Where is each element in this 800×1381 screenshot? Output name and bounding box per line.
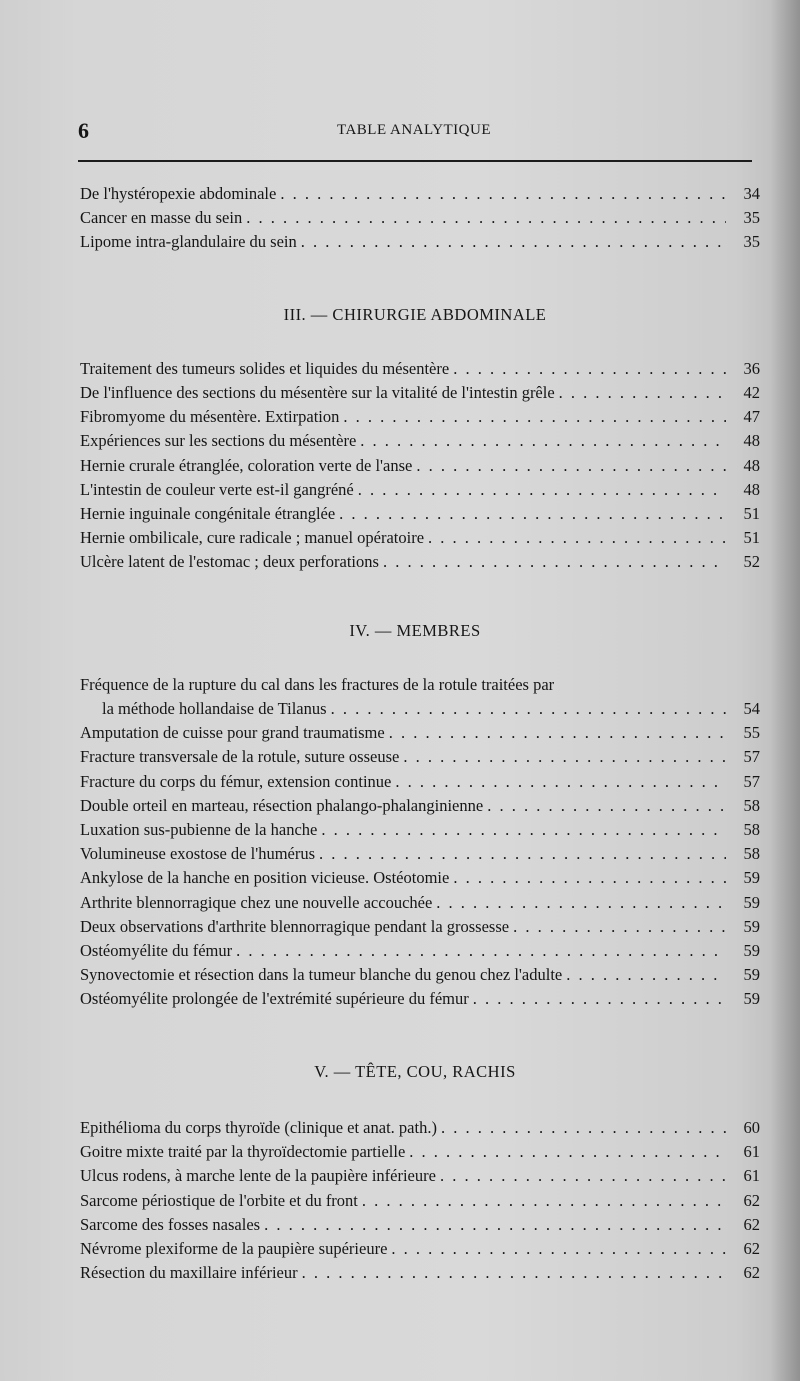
toc-entry xyxy=(80,230,760,254)
toc-entry-page: 48 xyxy=(743,455,760,475)
toc-entry xyxy=(80,939,760,963)
header-rule xyxy=(78,160,752,162)
running-title: TABLE ANALYTIQUE xyxy=(336,122,492,138)
dot-leader xyxy=(453,357,726,381)
toc-entry xyxy=(80,1213,760,1237)
toc-entry-title: Ankylose de la hanche en position vicieuse. Ostéotomie xyxy=(80,868,450,888)
toc-entry-title: Deux observations d'arthrite blennorragique pendant la grossesse xyxy=(80,916,510,936)
toc-entry-page: 55 xyxy=(743,723,760,743)
toc-entry xyxy=(80,987,760,1011)
section-heading-tete-cou-rachis: V. — TÊTE, COU, RACHIS xyxy=(314,1061,516,1081)
dot-leader xyxy=(441,1116,726,1140)
toc-entry xyxy=(80,891,760,915)
dot-leader xyxy=(566,963,726,987)
toc-entry-title: Fibromyome du mésentère. Extirpation xyxy=(80,407,340,427)
toc-entry xyxy=(80,1189,760,1213)
toc-entry-page: 42 xyxy=(743,383,760,403)
toc-entry-page: 58 xyxy=(743,795,760,815)
toc-entry-page: 61 xyxy=(743,1142,760,1162)
toc-entry xyxy=(80,866,760,890)
toc-entry xyxy=(80,794,760,818)
toc-entry xyxy=(80,1140,760,1164)
toc-entry-title: Volumineuse exostose de l'humérus xyxy=(80,844,316,864)
dot-leader xyxy=(559,381,726,405)
toc-entry-title: Hernie inguinale congénitale étranglée xyxy=(80,504,336,524)
toc-entry-title: Ostéomyélite prolongée de l'extrémité supérieure du fémur xyxy=(80,989,469,1009)
dot-leader xyxy=(280,182,726,206)
dot-leader xyxy=(331,697,726,721)
dot-leader xyxy=(360,429,726,453)
toc-entry-continuation: la méthode hollandaise de Tilanus xyxy=(102,699,327,719)
toc-entry xyxy=(80,381,760,405)
toc-entry-page: 57 xyxy=(743,771,760,791)
toc-entry-page: 59 xyxy=(743,892,760,912)
toc-entry-title: Synovectomie et résection dans la tumeur blanche du genou chez l'adulte xyxy=(80,965,563,985)
dot-leader xyxy=(473,987,726,1011)
toc-entry-title: Fracture transversale de la rotule, suture osseuse xyxy=(80,747,400,767)
dot-leader xyxy=(246,206,726,230)
toc-entry-page: 54 xyxy=(743,699,760,719)
toc-entry-title: Goitre mixte traité par la thyroïdectomie partielle xyxy=(80,1142,406,1162)
dot-leader xyxy=(428,526,726,550)
dot-leader xyxy=(409,1140,726,1164)
toc-entry xyxy=(80,550,760,574)
toc-entry-page: 48 xyxy=(743,431,760,451)
toc-entry-page: 47 xyxy=(743,407,760,427)
toc-entry-title: Résection du maxillaire inférieur xyxy=(80,1263,298,1283)
dot-leader xyxy=(236,939,726,963)
toc-entry xyxy=(80,182,760,206)
dot-leader xyxy=(440,1164,726,1188)
toc-entry-title: Traitement des tumeurs solides et liquides du mésentère xyxy=(80,358,450,378)
toc-entry xyxy=(80,1237,760,1261)
toc-entry-page: 62 xyxy=(743,1190,760,1210)
toc-entry-page: 62 xyxy=(743,1263,760,1283)
dot-leader xyxy=(339,502,726,526)
toc-entry xyxy=(80,842,760,866)
toc-entry-page: 58 xyxy=(743,820,760,840)
table-of-contents xyxy=(80,182,760,1285)
toc-section-tete-cou-rachis xyxy=(80,1116,760,1285)
toc-entry-page: 59 xyxy=(743,965,760,985)
section-heading-abdominale: III. — CHIRURGIE ABDOMINALE xyxy=(283,304,547,324)
toc-entry xyxy=(80,478,760,502)
toc-entry xyxy=(80,721,760,745)
toc-entry xyxy=(80,429,760,453)
toc-entry-title: Cancer en masse du sein xyxy=(80,208,243,228)
dot-leader xyxy=(403,745,726,769)
toc-entry-title: L'intestin de couleur verte est-il gangréné xyxy=(80,479,354,499)
toc-entry-page: 59 xyxy=(743,868,760,888)
toc-entry xyxy=(80,697,760,721)
toc-section-abdominale xyxy=(80,357,760,575)
page-number: 6 xyxy=(78,118,89,143)
toc-entry xyxy=(80,454,760,478)
toc-entry-page: 52 xyxy=(743,552,760,572)
book-spine-shadow xyxy=(770,0,800,1381)
toc-entry-page: 62 xyxy=(743,1214,760,1234)
toc-entry xyxy=(80,1164,760,1188)
dot-leader xyxy=(319,842,726,866)
toc-entry xyxy=(80,1116,760,1140)
toc-entry xyxy=(80,770,760,794)
toc-entry-title: De l'influence des sections du mésentère sur la vitalité de l'intestin grêle xyxy=(80,383,555,403)
toc-entry-title: Ulcère latent de l'estomac ; deux perforations xyxy=(80,552,379,572)
toc-section-continued xyxy=(80,182,760,255)
toc-entry xyxy=(80,357,760,381)
dot-leader xyxy=(513,915,726,939)
toc-entry-page: 48 xyxy=(743,479,760,499)
toc-entry xyxy=(80,1261,760,1285)
toc-entry-page: 57 xyxy=(743,747,760,767)
toc-entry-page: 36 xyxy=(743,358,760,378)
toc-entry-page: 62 xyxy=(743,1238,760,1258)
dot-leader xyxy=(416,454,726,478)
toc-entry-title: Epithélioma du corps thyroïde (clinique et anat. path.) xyxy=(80,1117,437,1137)
toc-entry-title: Luxation sus-pubienne de la hanche xyxy=(80,820,318,840)
dot-leader xyxy=(321,818,726,842)
toc-entry-title: Ulcus rodens, à marche lente de la paupière inférieure xyxy=(80,1166,436,1186)
dot-leader xyxy=(302,1261,726,1285)
toc-entry xyxy=(80,745,760,769)
toc-entry-page: 51 xyxy=(743,504,760,524)
toc-entry-page: 35 xyxy=(743,208,760,228)
dot-leader xyxy=(301,230,726,254)
dot-leader xyxy=(487,794,726,818)
page-header xyxy=(78,118,750,148)
toc-entry-page: 35 xyxy=(743,232,760,252)
toc-entry-page: 51 xyxy=(743,528,760,548)
toc-entry xyxy=(80,206,760,230)
toc-entry-title: Ostéomyélite du fémur xyxy=(80,941,233,961)
toc-entry-title: Hernie ombilicale, cure radicale ; manuel opératoire xyxy=(80,528,425,548)
dot-leader xyxy=(391,1237,726,1261)
dot-leader xyxy=(395,770,726,794)
toc-entry xyxy=(80,405,760,429)
dot-leader xyxy=(264,1213,726,1237)
dot-leader xyxy=(389,721,726,745)
dot-leader xyxy=(383,550,726,574)
toc-entry-title: Névrome plexiforme de la paupière supérieure xyxy=(80,1238,388,1258)
toc-entry xyxy=(80,963,760,987)
toc-entry-page: 58 xyxy=(743,844,760,864)
toc-entry xyxy=(80,526,760,550)
dot-leader xyxy=(343,405,726,429)
toc-entry xyxy=(80,502,760,526)
toc-entry-title: Double orteil en marteau, résection phalango-phalanginienne xyxy=(80,795,484,815)
toc-section-membres xyxy=(80,673,760,1012)
toc-entry-title: Fracture du corps du fémur, extension continue xyxy=(80,771,392,791)
toc-entry-title: Expériences sur les sections du mésentère xyxy=(80,431,357,451)
section-heading-membres: IV. — MEMBRES xyxy=(349,620,481,640)
toc-entry-title: Lipome intra-glandulaire du sein xyxy=(80,232,297,252)
toc-entry-title: Sarcome des fosses nasales xyxy=(80,1214,261,1234)
toc-entry-title: Sarcome périostique de l'orbite et du front xyxy=(80,1190,358,1210)
toc-entry-title: Hernie crurale étranglée, coloration verte de l'anse xyxy=(80,455,413,475)
dot-leader xyxy=(362,1189,726,1213)
toc-entry-page: 59 xyxy=(743,916,760,936)
toc-entry-page: 60 xyxy=(743,1117,760,1137)
toc-entry-page: 59 xyxy=(743,989,760,1009)
dot-leader xyxy=(453,866,726,890)
dot-leader xyxy=(358,478,726,502)
toc-entry xyxy=(80,818,760,842)
toc-entry-title: De l'hystéropexie abdominale xyxy=(80,184,277,203)
toc-entry-page: 61 xyxy=(743,1166,760,1186)
toc-entry-first-line: Fréquence de la rupture du cal dans les fractures de la rotule traitées par xyxy=(80,674,555,694)
toc-entry-page: 34 xyxy=(743,184,760,203)
toc-entry-title: Arthrite blennorragique chez une nouvelle accouchée xyxy=(80,892,433,912)
toc-entry xyxy=(80,915,760,939)
toc-entry-page: 59 xyxy=(743,941,760,961)
dot-leader xyxy=(436,891,726,915)
toc-entry-title: Amputation de cuisse pour grand traumatisme xyxy=(80,723,385,743)
